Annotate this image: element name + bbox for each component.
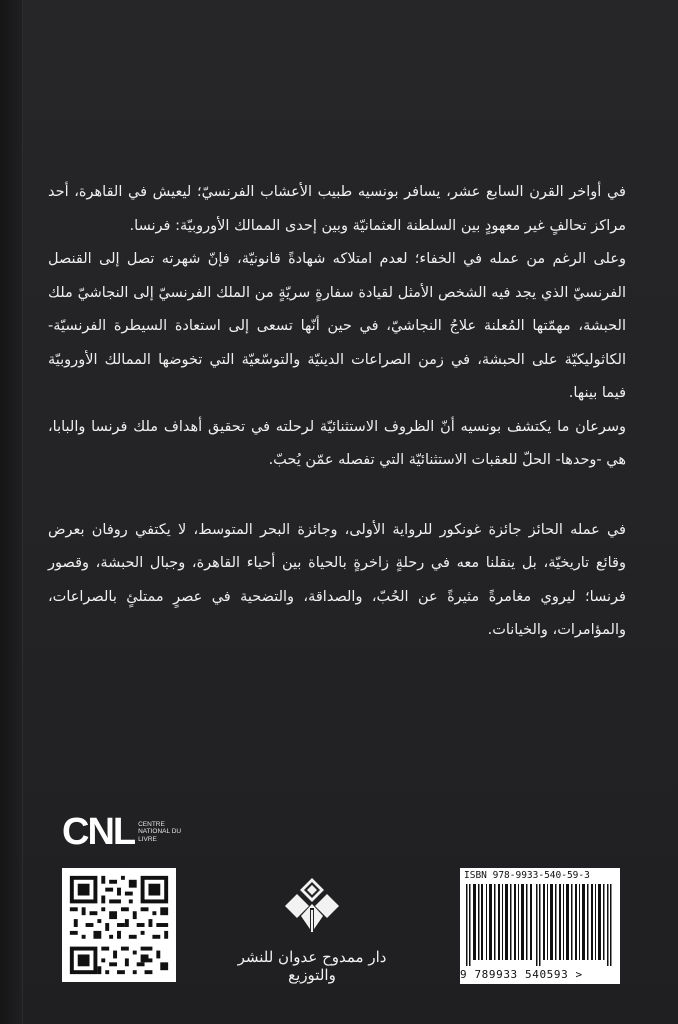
cnl-logo-mark: CNL (62, 810, 135, 853)
publisher-emblem-icon (277, 876, 347, 938)
barcode-bars-icon (464, 884, 616, 966)
blurb-paragraph-3: وسرعان ما يكتشف بونسيه أنّ الظروف الاستثنائيّة لرحلته في تحقيق أهداف ملك فرنسا والبابا، هي -وحدها- الحلّ للعقبات الاستثنائيّة التي تفصله عمّن يُحبّ. (48, 418, 626, 468)
blurb-paragraph-2: وعلى الرغم من عمله في الخفاء؛ لعدم امتلاكه شهادةً قانونيّة، فإنّ شهرته تصل إلى القنصل الفرنسيّ الذي يجد فيه الشخص الأمثل لقيادة سفارةٍ سريّةٍ من الملك الفرنسيّ إلى النجاشيّ ملك الحبشة، مهمّتها المُعلنة علاجُ النجاشيّ، في حين أنّها تسعى إلى استعادة السيطرة الفرنسيّة-الكاثوليكيّة على الحبشة، في زمن الصراعات الدينيّة والتوسّعيّة التي تخوضها الممالك الأوروبيّة فيما بينها. (48, 251, 626, 401)
spine-edge (0, 0, 23, 1024)
blurb-paragraph-1: في أواخر القرن السابع عشر، يسافر بونسيه طبيب الأعشاب الفرنسيّ؛ ليعيش في القاهرة، أحد مراكز تحالفٍ غير معهودٍ بين السلطنة العثمانيّة وبين إحدى الممالك الأوروبيّة: فرنسا. (48, 184, 626, 234)
publisher-name: دار ممدوح عدوان للنشر والتوزيع (237, 948, 387, 984)
barcode-digits: 9 789933 540593 > (460, 968, 583, 981)
publisher-logo (222, 876, 402, 986)
blurb-paragraph-4: في عمله الحائز جائزة غونكور للرواية الأولى، وجائزة البحر المتوسط، لا يكتفي روفان بعرض وقائع تاريخيّة، بل ينقلنا معه في رحلةٍ زاخرةٍ بالحياة بين أحياء القاهرة، وجبال الحبشة، وقصور فرنسا؛ ليروي مغامرةً مثيرةً عن الحُبّ، والصداقة، والتضحية في عصرٍ ممتلئٍ بالصراعات، والمؤامرات، والخيانات. (48, 521, 626, 638)
blurb-text (48, 176, 626, 648)
paragraph-gap (48, 478, 626, 514)
qr-code-icon (62, 868, 176, 982)
qr-code (62, 868, 176, 982)
isbn-label: ISBN 978-9933-540-59-3 (464, 870, 590, 881)
cnl-logo (62, 812, 198, 852)
isbn-barcode (460, 868, 620, 984)
cnl-logo-text: CENTRE NATIONAL DU LIVRE (138, 820, 182, 843)
